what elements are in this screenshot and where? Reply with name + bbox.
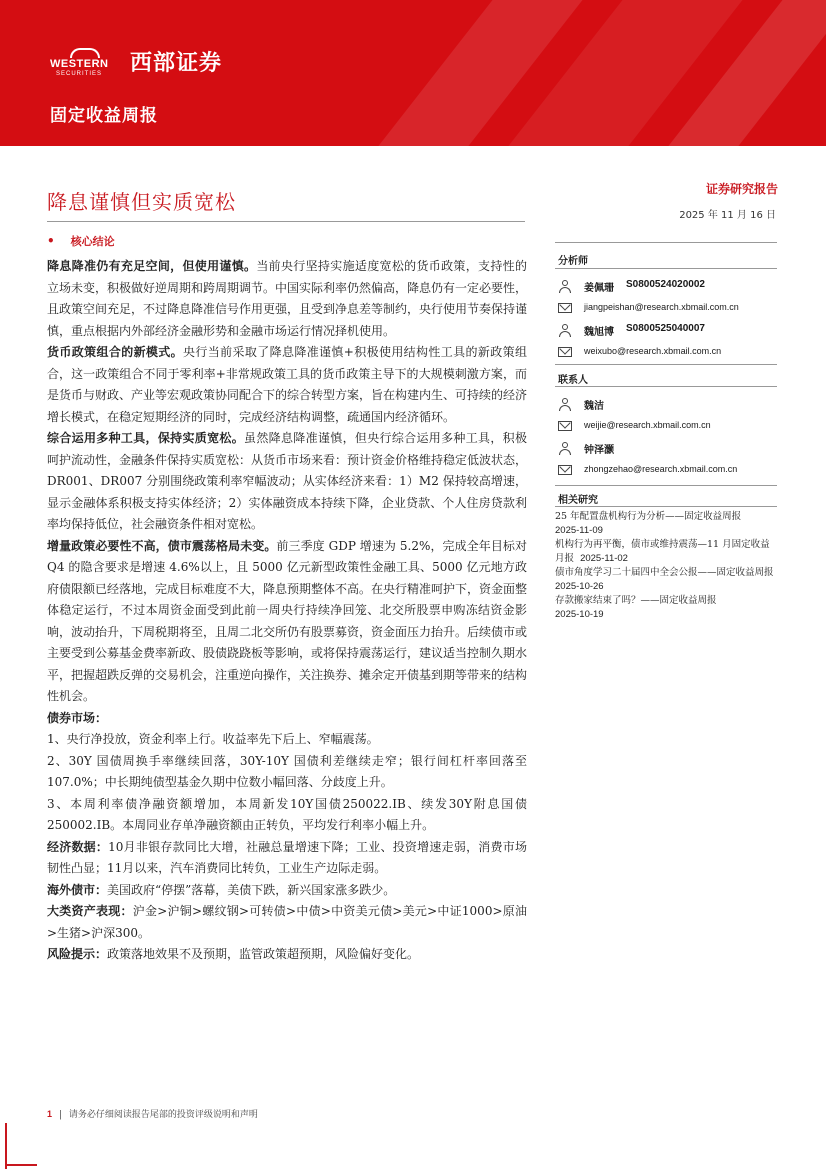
- paragraph-text: 前三季度 GDP 增速为 5.2%，完成全年目标对 Q4 的隐含要求是增速 4.6%以上，且 5000 亿元新型政策性金融工具、5000 亿元地方政府债限额已经落地，完成目标难度不大，降息预期整体不高。在央行精准呵护下，资金面整体稳定运行，不过本周资金面受到此前一周央行持续净回笼、北交所股票申购冻结资金影响，波动抬升，下周税期将至，且周二北交所仍有股票募资，资金面压力抬升。后续债市或主要受到公募基金费率新政、股债跷跷板等影响，或将保持震荡运行，建议适当控制久期水平，把握超跌反弹的交易机会，注重逆向操作，关注换券、摊余定开债基到期等带来的结构性机会。: [47, 538, 528, 703]
- logo-mark: [48, 48, 124, 76]
- sidebar-divider: [555, 485, 777, 486]
- paragraph-text: 2、30Y 国债周换手率继续回落，30Y-10Y 国债利差继续走窄；银行间杠杆率回落至107.0%；中长期纯债型基金久期中位数小幅回落、分歧度上升。: [47, 753, 527, 789]
- paragraph: [47, 880, 527, 902]
- analyst-cert: S0800525040007: [626, 323, 705, 334]
- related-title: 机构行为再平衡，债市或维持震荡—11 月固定收益月报: [555, 539, 770, 564]
- paragraph: [47, 536, 527, 708]
- logo-brand-sub: SECURITIES: [56, 70, 103, 77]
- related-date: 2025-10-26: [555, 581, 604, 592]
- paragraph-text: 美国政府“停摆”落幕，美债下跌，新兴国家涨多跌少。: [107, 882, 396, 897]
- contact-email[interactable]: zhongzehao@research.xbmail.com.cn: [584, 464, 738, 474]
- report-body: [47, 256, 527, 966]
- related-title: 25 年配置盘机构行为分析——固定收益周报: [555, 511, 742, 522]
- related-date: 2025-11-09: [555, 525, 603, 536]
- paragraph-text: 当前央行坚持实施适度宽松的货币政策，支持性的立场未变，积极做好逆周期和跨周期调节。中国实际利率仍然偏高，降息仍有一定必要性，且政策空间充足，不过降息降准信号作用更强，且受到净息差等制约，央行使用节奏保持谨慎，重点根据内外部经济金融形势和金融市场运行情况择机使用。: [47, 259, 528, 338]
- document-kind: 证券研究报告: [705, 182, 778, 196]
- footer-notice: 请务必仔细阅读报告尾部的投资评级说明和声明: [68, 1110, 258, 1120]
- paragraph-lead: 综合运用多种工具，保持实质宽松。: [47, 431, 245, 445]
- report-type: 固定收益周报: [50, 106, 158, 126]
- analyst-card: [558, 278, 780, 318]
- section-heading: [47, 233, 115, 249]
- paragraph-lead: 海外债市：: [47, 882, 108, 897]
- paragraph: [47, 944, 527, 966]
- section-label: 核心结论: [70, 235, 115, 248]
- corner-mark: [5, 1123, 7, 1169]
- person-icon: [558, 442, 572, 455]
- paragraph-text: 沪金>沪铜>螺纹钢>可转债>中债>中资美元债>美元>中证1000>原油>生猪>沪深300。: [47, 904, 527, 940]
- mail-icon: [558, 347, 572, 357]
- contact-card: [558, 396, 780, 436]
- mail-icon: [558, 465, 572, 475]
- contact-email[interactable]: weijie@research.xbmail.com.cn: [584, 420, 711, 430]
- person-icon: [558, 280, 572, 293]
- page-number: 1: [47, 1109, 53, 1119]
- contact-name: 魏洁: [584, 401, 604, 412]
- related-date: 2025-10-19: [555, 609, 604, 620]
- paragraph: [47, 901, 527, 944]
- paragraph-text: 虽然降息降准谨慎，但央行综合运用多种工具，积极呵护流动性，金融条件保持实质宽松：从货币市场来看：预计资金价格维持稳定低波状态，DR001、DR007 分别围绕政策利率窄幅波动；从实体经济来看：1）M2 保持较高增速，显示金融体系积极支持实体经济；2）实体融资成本持续下降，企业贷款、个人住房贷款利率均保持低位，社会融资条件相对宽松。: [47, 431, 528, 531]
- paragraph: [47, 708, 527, 730]
- paragraph: [47, 342, 527, 428]
- related-research-list: [555, 510, 777, 622]
- sidebar-divider: [555, 506, 777, 507]
- related-title: 债市角度学习二十届四中全会公报——固定收益周报: [555, 567, 774, 578]
- company-logo: [48, 46, 222, 77]
- sidebar-divider: [555, 268, 777, 269]
- analyst-cert: S0800524020002: [626, 279, 705, 290]
- header-banner: [0, 0, 826, 146]
- contact-card: [558, 440, 780, 480]
- paragraph-text: 1、央行净投放，资金利率上行。收益率先下后上、窄幅震荡。: [47, 732, 379, 746]
- person-icon: [558, 324, 572, 337]
- sidebar-divider: [555, 242, 777, 243]
- logo-brand-en: WESTERN: [50, 57, 109, 70]
- report-date: 2025 年 11 月 16 日: [679, 210, 776, 221]
- paragraph-lead: 货币政策组合的新模式。: [47, 345, 184, 359]
- related-item[interactable]: [555, 566, 777, 594]
- paragraph: [47, 751, 527, 794]
- mail-icon: [558, 303, 572, 313]
- related-heading: 相关研究: [558, 495, 598, 506]
- bullet-icon: •: [47, 234, 55, 248]
- paragraph-lead: 大类资产表现：: [47, 904, 133, 918]
- analyst-email[interactable]: weixubo@research.xbmail.com.cn: [584, 346, 722, 356]
- contact-name: 钟泽灏: [584, 445, 614, 456]
- corner-mark: [5, 1164, 37, 1166]
- paragraph-lead: 债券市场：: [47, 710, 108, 725]
- related-item[interactable]: [555, 510, 777, 538]
- logo-horn-icon: [70, 48, 100, 58]
- paragraph: [47, 428, 527, 536]
- paragraph-lead: 降息降准仍有充足空间，但使用谨慎。: [47, 259, 257, 273]
- related-item[interactable]: [555, 594, 777, 622]
- person-icon: [558, 398, 572, 411]
- paragraph: [47, 794, 527, 837]
- mail-icon: [558, 421, 572, 431]
- page-title: 降息谨慎但实质宽松: [47, 190, 236, 214]
- contacts-heading: 联系人: [558, 375, 588, 386]
- paragraph: [47, 837, 527, 880]
- analyst-card: [558, 322, 780, 362]
- title-divider: [47, 221, 525, 222]
- related-title: 存款搬家结束了吗？——固定收益周报: [555, 595, 717, 606]
- paragraph-lead: 风险提示：: [47, 947, 108, 961]
- paragraph-lead: 增量政策必要性不高，债市震荡格局未变。: [47, 538, 277, 553]
- paragraph-text: 政策落地效果不及预期，监管政策超预期，风险偏好变化。: [107, 947, 420, 961]
- related-item[interactable]: [555, 538, 777, 566]
- paragraph-text: 10月非银存款同比大增，社融总量增速下降；工业、投资增速走弱，消费市场韧性凸显；11月以来，汽车消费同比转负，工业生产边际走弱。: [47, 839, 527, 875]
- footer-separator: |: [58, 1110, 62, 1120]
- analyst-email[interactable]: jiangpeishan@research.xbmail.com.cn: [584, 302, 739, 312]
- sidebar-divider: [555, 386, 777, 387]
- logo-brand-cn: 西部证券: [130, 51, 223, 76]
- paragraph-lead: 经济数据：: [47, 839, 109, 854]
- paragraph: [47, 729, 527, 751]
- analysts-heading: 分析师: [558, 256, 588, 267]
- paragraph-text: 央行当前采取了降息降准谨慎+积极使用结构性工具的新政策组合，这一政策组合不同于零利率+非常规政策工具的货币政策主导下的大规模刺激方案，而是货币与财政、产业等宏观政策协同配合下的综合转型方案，旨在构建内生、可持续的经济增长模式，在稳定短期经济的同时，完成经济结构调整，疏通国内经济循环。: [47, 345, 528, 424]
- analyst-name: 姜佩珊: [584, 283, 614, 294]
- sidebar-divider: [555, 364, 777, 365]
- paragraph-text: 3、本周利率债净融资额增加，本周新发10Y国债250022.IB、续发30Y附息国债250002.IB。本周同业存单净融资额由正转负，平均发行利率小幅上升。: [47, 796, 527, 832]
- paragraph: [47, 256, 527, 342]
- analyst-name: 魏旭博: [584, 327, 614, 338]
- related-date: 2025-11-02: [580, 553, 628, 564]
- page-footer: [47, 1107, 258, 1120]
